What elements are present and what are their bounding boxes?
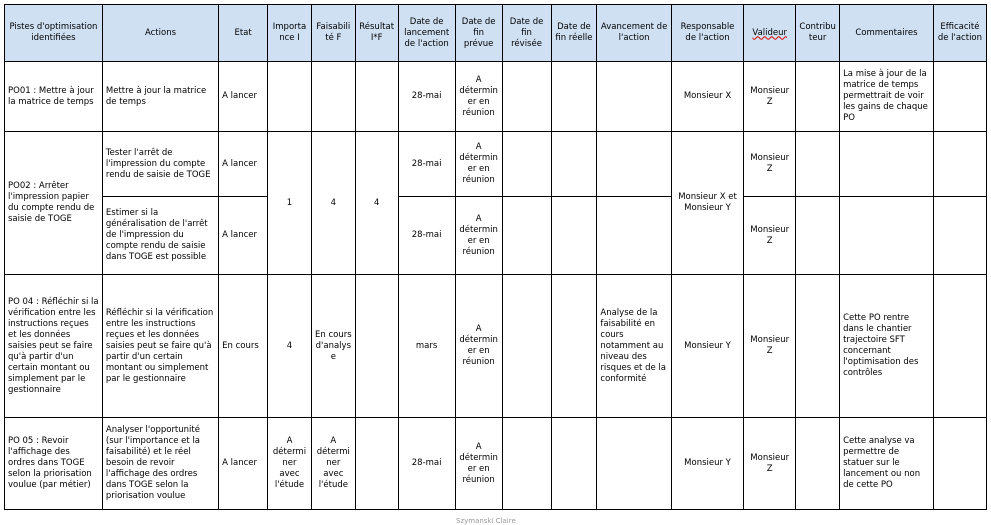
importance-cell — [268, 62, 312, 132]
date-fin-reelle-cell — [551, 418, 597, 510]
efficacite-cell — [933, 197, 986, 275]
date-fin-prevue-cell: A déterminer en réunion — [455, 132, 502, 197]
avancement-cell — [597, 418, 671, 510]
commentaire-cell — [840, 132, 934, 197]
header-importance: Importance I — [268, 5, 312, 62]
header-date-fin-prevue: Date de fin prévue — [455, 5, 502, 62]
responsable-cell: Monsieur X et Monsieur Y — [671, 132, 743, 275]
table-row — [5, 418, 987, 510]
importance-cell: 1 — [268, 132, 312, 275]
efficacite-cell — [933, 275, 986, 418]
date-fin-prevue-cell: A déterminer en réunion — [455, 62, 502, 132]
date-fin-prevue-cell: A déterminer en réunion — [455, 197, 502, 275]
header-date-fin-revisee: Date de fin révisée — [502, 5, 551, 62]
header-date-fin-reelle: Date de fin réelle — [551, 5, 597, 62]
header-contributeur: Contributeur — [796, 5, 840, 62]
efficacite-cell — [933, 418, 986, 510]
efficacite-cell — [933, 62, 986, 132]
date-fin-revisee-cell — [502, 418, 551, 510]
avancement-cell — [597, 62, 671, 132]
date-fin-revisee-cell — [502, 132, 551, 197]
responsable-cell: Monsieur Y — [671, 275, 743, 418]
date-fin-reelle-cell — [551, 62, 597, 132]
valideur-cell: Monsieur Z — [744, 197, 796, 275]
contributeur-cell — [796, 62, 840, 132]
header-avancement: Avancement de l'action — [597, 5, 671, 62]
contributeur-cell — [796, 418, 840, 510]
header-etat: Etat — [219, 5, 268, 62]
date-fin-prevue-cell: A déterminer en réunion — [455, 275, 502, 418]
table-row — [5, 132, 987, 197]
action-cell: Estimer si la généralisation de l'arrêt de l'impression du compte rendu de saisie dans TOGE est possible — [102, 197, 218, 275]
contributeur-cell — [796, 197, 840, 275]
header-commentaires: Commentaires — [840, 5, 934, 62]
table-row — [5, 62, 987, 132]
header-faisabilite: Faisabilité F — [311, 5, 355, 62]
commentaire-cell: La mise à jour de la matrice de temps permettrait de voir les gains de chaque PO — [840, 62, 934, 132]
header-date-lancement: Date de lancement de l'action — [398, 5, 455, 62]
faisabilite-cell: A déterminer avec l'étude — [311, 418, 355, 510]
header-valideur: Valideur — [744, 5, 796, 62]
date-fin-revisee-cell — [502, 197, 551, 275]
footer-author: Szymanski Claire — [456, 517, 516, 525]
resultat-cell — [355, 418, 398, 510]
action-cell: Réfléchir si la vérification entre les instructions reçues et les données saisies peut se faire qu'à partir d'un certain montant ou simplement par le gestionnaire — [102, 275, 218, 418]
contributeur-cell — [796, 275, 840, 418]
contributeur-cell — [796, 132, 840, 197]
resultat-cell — [355, 275, 398, 418]
date-lancement-cell: 28-mai — [398, 132, 455, 197]
piste-cell: PO02 : Arrêter l'impression papier du compte rendu de saisie de TOGE — [5, 132, 103, 275]
header-resultat: Résultat I*F — [355, 5, 398, 62]
avancement-cell — [597, 132, 671, 197]
efficacite-cell — [933, 132, 986, 197]
header-efficacite: Efficacité de l'action — [933, 5, 986, 62]
table-row — [5, 197, 987, 275]
action-cell: Mettre à jour la matrice de temps — [102, 62, 218, 132]
date-fin-revisee-cell — [502, 275, 551, 418]
importance-cell: A déterminer avec l'étude — [268, 418, 312, 510]
etat-cell: A lancer — [219, 62, 268, 132]
valideur-cell: Monsieur Z — [744, 418, 796, 510]
date-fin-revisee-cell — [502, 62, 551, 132]
date-lancement-cell: mars — [398, 275, 455, 418]
commentaire-cell — [840, 197, 934, 275]
avancement-cell: Analyse de la faisabilité en cours notamment au niveau des risques et de la conformité — [597, 275, 671, 418]
piste-cell: PO 05 : Revoir l'affichage des ordres dans TOGE selon la priorisation voulue (par métier) — [5, 418, 103, 510]
date-fin-reelle-cell — [551, 275, 597, 418]
header-responsable: Responsable de l'action — [671, 5, 743, 62]
etat-cell: A lancer — [219, 418, 268, 510]
faisabilite-cell — [311, 62, 355, 132]
avancement-cell — [597, 197, 671, 275]
header-actions: Actions — [102, 5, 218, 62]
date-lancement-cell: 28-mai — [398, 197, 455, 275]
importance-cell: 4 — [268, 275, 312, 418]
valideur-cell: Monsieur Z — [744, 132, 796, 197]
header-pistes: Pistes d'optimisation identifiées — [5, 5, 103, 62]
action-plan-table — [4, 4, 987, 510]
valideur-cell: Monsieur Z — [744, 62, 796, 132]
responsable-cell: Monsieur Y — [671, 418, 743, 510]
action-cell: Tester l'arrêt de l'impression du compte rendu de saisie de TOGE — [102, 132, 218, 197]
table-row — [5, 275, 987, 418]
date-lancement-cell: 28-mai — [398, 62, 455, 132]
commentaire-cell: Cette analyse va permettre de statuer sur le lancement ou non de cette PO — [840, 418, 934, 510]
etat-cell: A lancer — [219, 197, 268, 275]
header-row — [5, 5, 987, 62]
date-lancement-cell: 28-mai — [398, 418, 455, 510]
responsable-cell: Monsieur X — [671, 62, 743, 132]
commentaire-cell: Cette PO rentre dans le chantier trajectoire SFT concernant l'optimisation des contrôles — [840, 275, 934, 418]
valideur-cell: Monsieur Z — [744, 275, 796, 418]
date-fin-reelle-cell — [551, 197, 597, 275]
etat-cell: En cours — [219, 275, 268, 418]
resultat-cell: 4 — [355, 132, 398, 275]
action-cell: Analyser l'opportunité (sur l'importance et la faisabilité) et le réel besoin de revoir l'affichage des ordres dans TOGE selon la priorisation voulue — [102, 418, 218, 510]
faisabilite-cell: En cours d'analyse — [311, 275, 355, 418]
faisabilite-cell: 4 — [311, 132, 355, 275]
piste-cell: PO 04 : Réfléchir si la vérification entre les instructions reçues et les données saisies peut se faire qu'à partir d'un certain montant ou simplement par le gestionnaire — [5, 275, 103, 418]
resultat-cell — [355, 62, 398, 132]
etat-cell: A lancer — [219, 132, 268, 197]
date-fin-prevue-cell: A déterminer en réunion — [455, 418, 502, 510]
date-fin-reelle-cell — [551, 132, 597, 197]
piste-cell: PO01 : Mettre à jour la matrice de temps — [5, 62, 103, 132]
